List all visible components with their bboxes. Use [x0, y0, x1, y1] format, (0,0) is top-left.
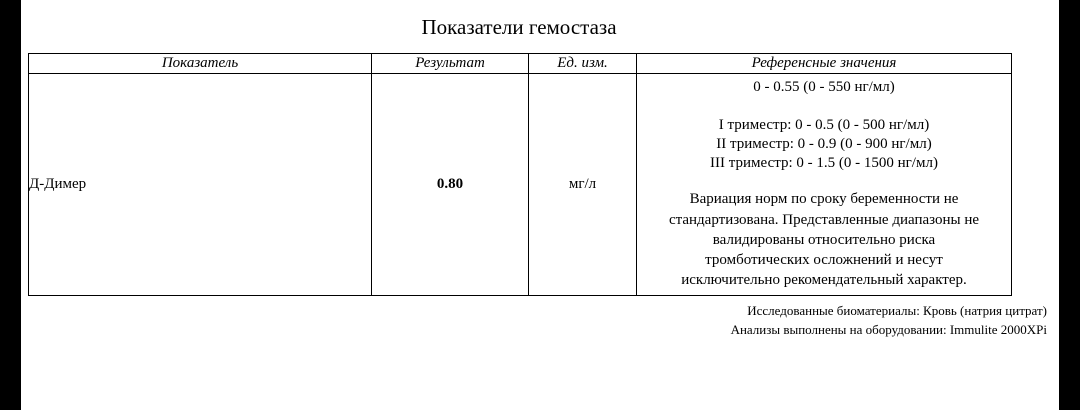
biomaterial-info: Исследованные биоматериалы: Кровь (натрия цитрат): [747, 303, 1047, 318]
header-indicator: Показатель: [29, 54, 372, 74]
header-unit: Ед. изм.: [529, 54, 637, 74]
results-table: [28, 53, 1012, 296]
reference-spacer-2: [637, 173, 1011, 189]
table-header-row: [29, 54, 1012, 74]
unit-value: мг/л: [529, 74, 637, 296]
reference-trimester-3: III триместр: 0 - 1.5 (0 - 1500 нг/мл): [710, 155, 938, 172]
reference-trimester-1: I триместр: 0 - 0.5 (0 - 500 нг/мл): [718, 117, 930, 134]
reference-note: Вариация норм по сроку беременности не стандартизована. Представленные диапазоны не валидированы относительно риска тромботических осложнений и несут исключительно рекомендательный характер.: [668, 191, 980, 289]
report-footer: [731, 301, 1047, 339]
indicator-name: Д-Димер: [29, 74, 372, 296]
result-value: 0.80: [372, 74, 529, 296]
reference-trimester-2: II триместр: 0 - 0.9 (0 - 900 нг/мл): [716, 136, 932, 153]
header-result: Результат: [372, 54, 529, 74]
reference-general: 0 - 0.55 (0 - 550 нг/мл): [753, 79, 895, 96]
header-reference: Референсные значения: [637, 54, 1012, 74]
reference-spacer: [637, 97, 1011, 116]
reference-values: [637, 74, 1012, 296]
equipment-info: Анализы выполнены на оборудовании: Immulite 2000XPi: [730, 322, 1047, 337]
report-title: Показатели гемостаза: [421, 15, 617, 39]
table-row: [29, 74, 1012, 296]
